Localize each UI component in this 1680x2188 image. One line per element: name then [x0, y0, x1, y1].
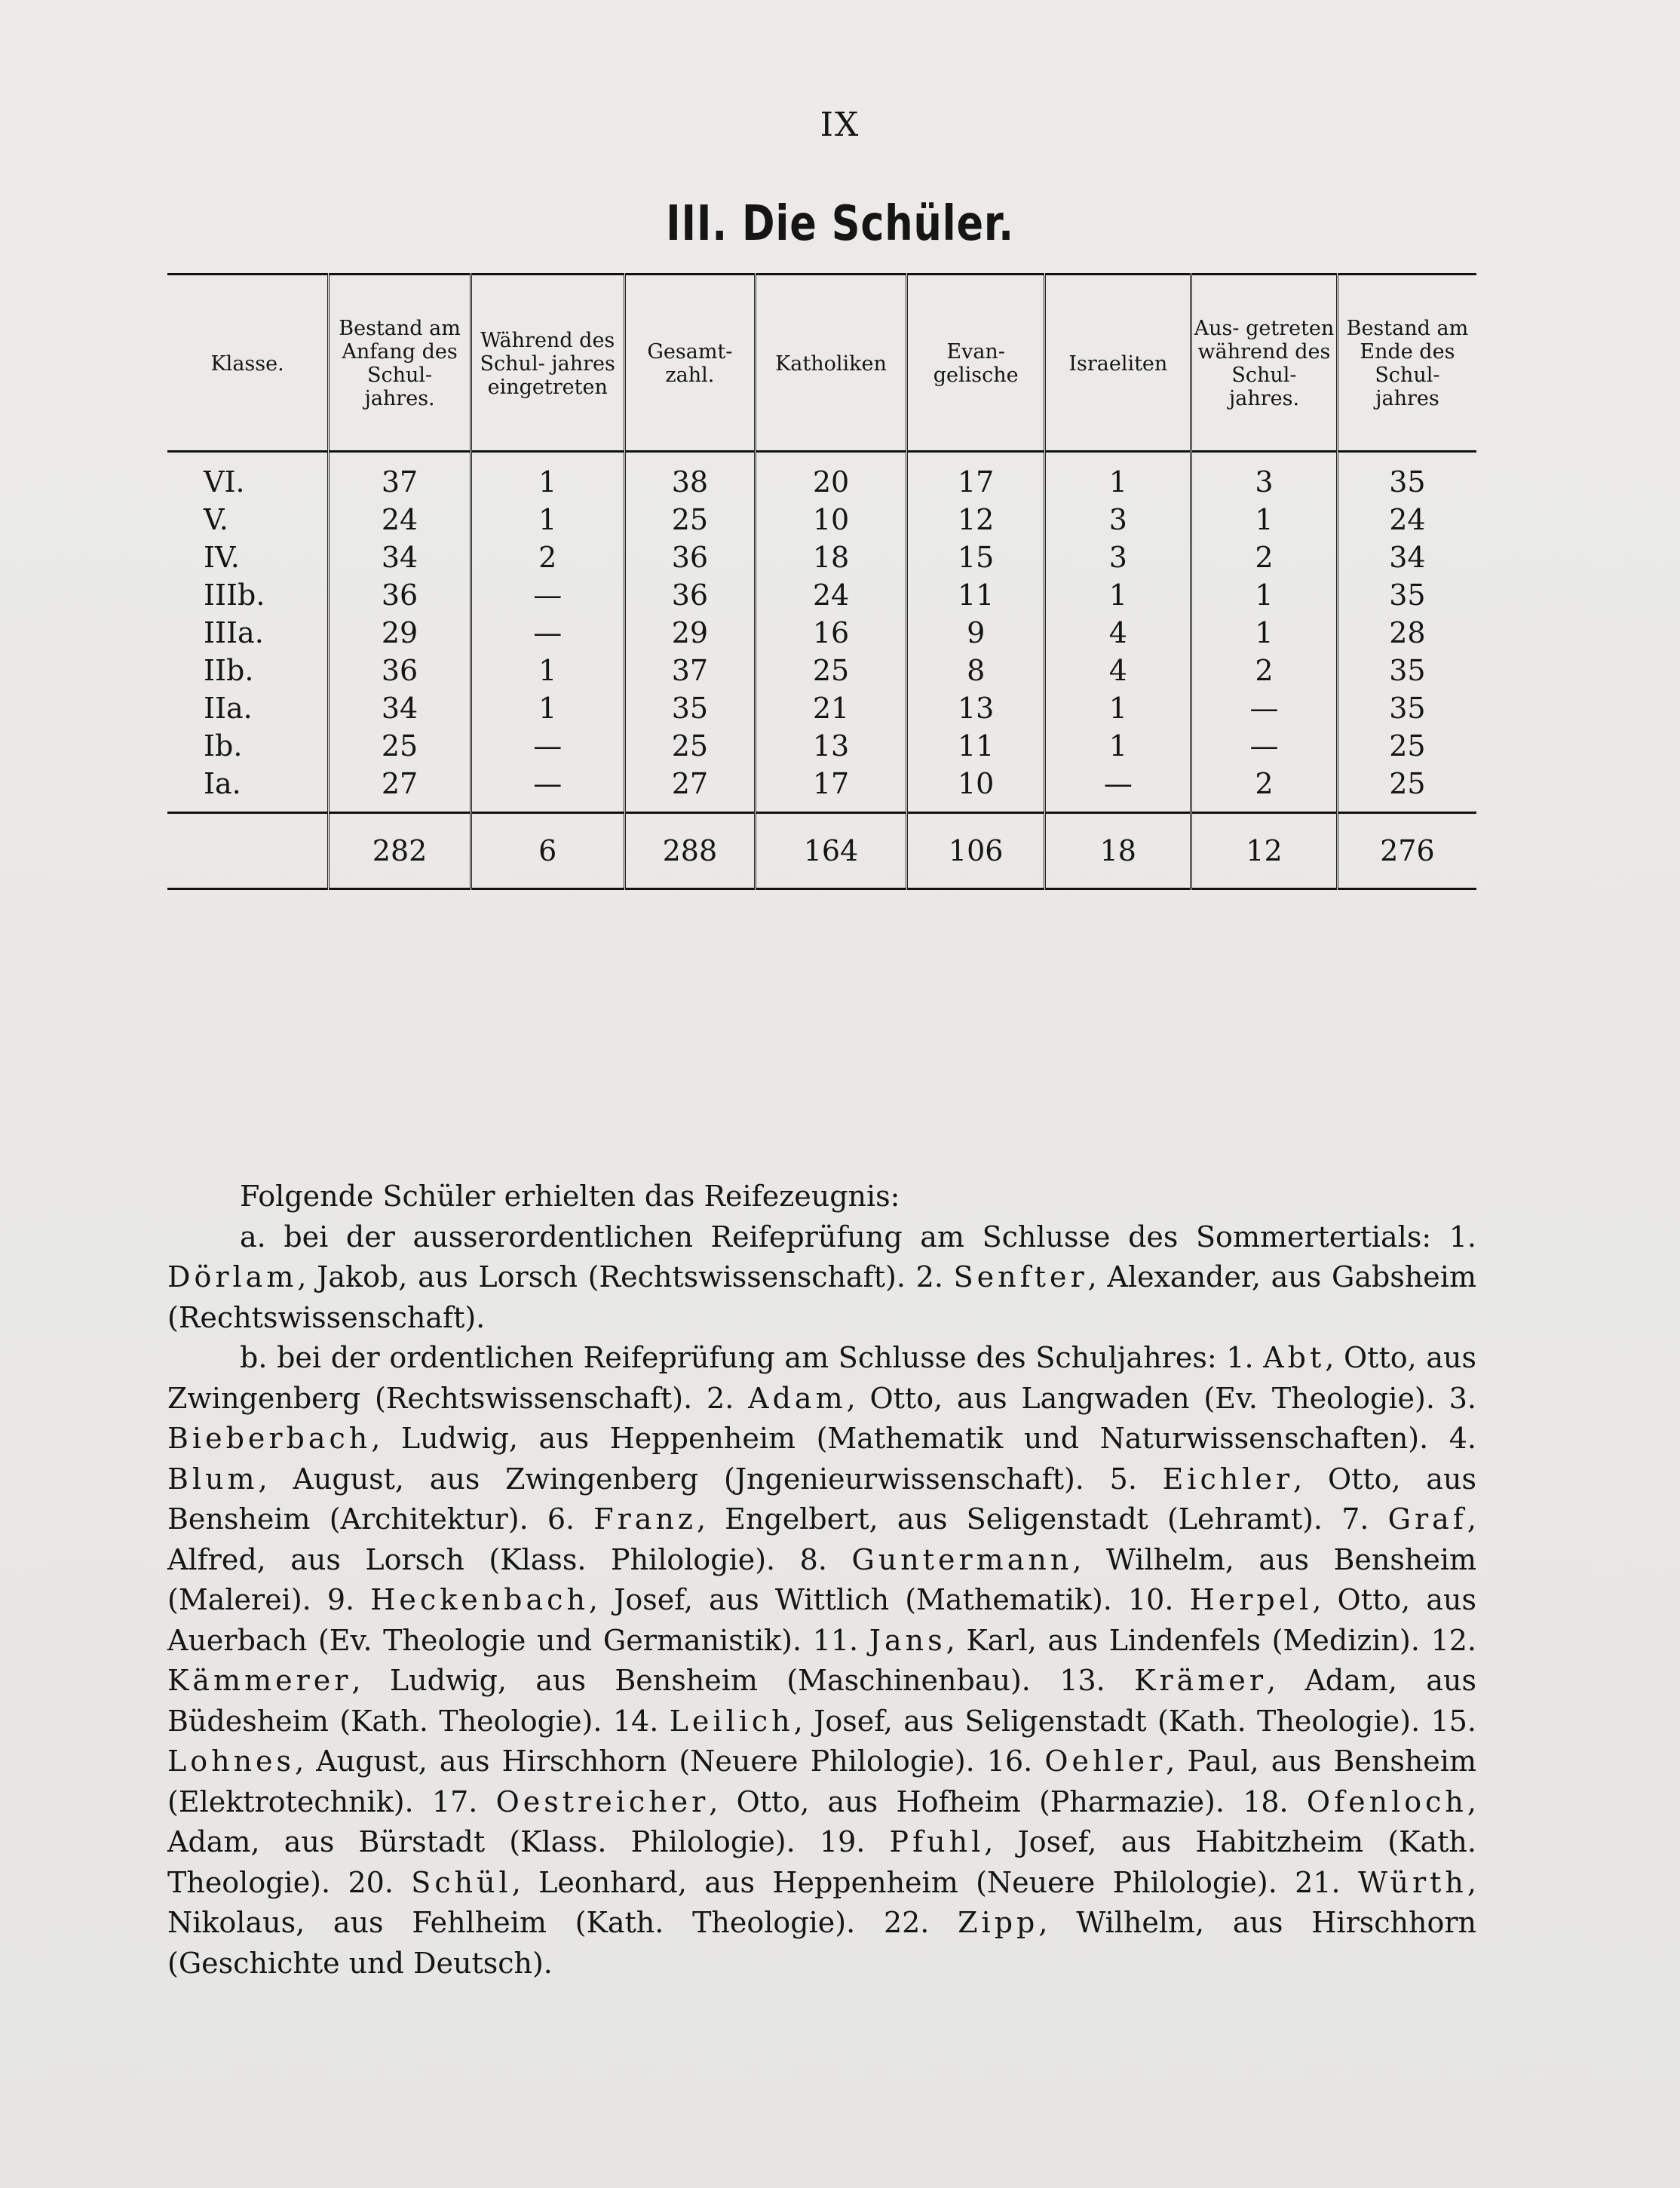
graduate-details: , Wilhelm, aus Bensheim (Malerei). [167, 1542, 1476, 1616]
graduate-details: , Alexander, aus Gabsheim (Rechtswissenschaft). [167, 1260, 1476, 1334]
column-header: Evan- gelische [906, 275, 1045, 452]
graduate-number: 22. [883, 1906, 930, 1939]
graduate-number: 21. [1295, 1865, 1341, 1899]
value-cell: 29 [624, 614, 756, 652]
value-cell: 2 [1191, 539, 1338, 576]
value-cell: 35 [624, 689, 756, 727]
class-cell: VI. [204, 465, 245, 499]
column-header: Katholiken [756, 275, 907, 452]
graduate-number: 19. [819, 1825, 866, 1858]
graduate-details: , Engelbert, aus Seligenstadt (Lehramt). [696, 1502, 1342, 1536]
class-cell: IV. [204, 541, 240, 574]
value-cell: 11 [906, 727, 1045, 765]
graduate-name: Leilich [669, 1704, 794, 1738]
graduate-name: Franz [593, 1502, 697, 1536]
value-cell: 35 [1337, 452, 1476, 502]
graduate-name: Jans [869, 1623, 946, 1657]
graduate-number: 13. [1059, 1664, 1105, 1697]
value-cell: — [471, 576, 624, 614]
value-cell: 10 [906, 765, 1045, 813]
column-header: Aus- getreten während des Schul- jahres. [1191, 275, 1338, 452]
graduate-number: 11. [812, 1623, 859, 1657]
value-cell: 21 [756, 689, 907, 727]
graduate-details: , Adam, aus Bürstadt (Klass. Philologie). [167, 1784, 1476, 1858]
graduate-number: 5. [1109, 1462, 1137, 1496]
graduate-number: 12. [1430, 1623, 1476, 1657]
value-cell: 24 [329, 501, 471, 539]
graduate-name: Oestreicher [495, 1784, 710, 1818]
graduate-details: , Paul, aus Bensheim (Elektrotechnik). [167, 1745, 1476, 1818]
graduate-details: , Ludwig, aus Bensheim (Maschinenbau). [351, 1664, 1060, 1697]
graduate-number: 20. [348, 1865, 394, 1899]
paragraph-b [167, 1338, 1476, 1984]
paragraph-a-intro: a. bei der ausserordentlichen Reifeprüfung am Schlusse des Sommertertials: [240, 1220, 1449, 1254]
graduate-entry [613, 1705, 1431, 1738]
graduate-number: 8. [799, 1542, 827, 1576]
value-cell: 1 [1191, 614, 1338, 652]
value-cell: 34 [329, 539, 471, 576]
graduate-entry [327, 1583, 1128, 1616]
value-cell: 20 [756, 452, 907, 502]
total-cell: 164 [756, 813, 907, 889]
paragraph-a [167, 1217, 1476, 1339]
column-header: Israeliten [1045, 275, 1191, 452]
graduate-number: 6. [547, 1502, 575, 1536]
graduate-details: , Otto, aus Auerbach (Ev. Theologie und Germanistik). [167, 1583, 1476, 1657]
value-cell: 2 [1191, 652, 1338, 689]
graduate-details: , August, aus Hirschhorn (Neuere Philologie). [295, 1745, 987, 1778]
graduate-entry [547, 1502, 1341, 1536]
total-cell: 106 [906, 813, 1045, 889]
total-cell: 288 [624, 813, 756, 889]
value-cell: — [1045, 765, 1191, 813]
total-cell: 6 [471, 813, 624, 889]
table-row [167, 727, 1476, 765]
class-cell: V. [204, 503, 228, 536]
value-cell: 38 [624, 452, 756, 502]
value-cell: 24 [756, 576, 907, 614]
total-cell: 282 [329, 813, 471, 889]
value-cell: 35 [1337, 652, 1476, 689]
value-cell: 16 [756, 614, 907, 652]
graduate-name: Guntermann [851, 1542, 1073, 1576]
value-cell: 11 [906, 576, 1045, 614]
graduate-name: Adam [748, 1381, 847, 1415]
graduate-details: , Josef, aus Wittlich (Mathematik). [588, 1583, 1128, 1616]
graduate-name: Bieberbach [167, 1422, 372, 1455]
value-cell: 1 [471, 501, 624, 539]
value-cell: 1 [1045, 689, 1191, 727]
graduate-name: Würth [1358, 1865, 1467, 1899]
graduate-details: , Otto, aus Langwaden (Ev. Theologie). [846, 1381, 1449, 1415]
student-statistics-table [167, 273, 1476, 890]
table-row [167, 652, 1476, 689]
graduate-details: , Karl, aus Lindenfels (Medizin). [946, 1623, 1431, 1657]
value-cell: 1 [1045, 576, 1191, 614]
value-cell: — [1191, 727, 1338, 765]
class-cell: IIIa. [204, 616, 264, 649]
value-cell: 25 [329, 727, 471, 765]
graduate-name: Oehler [1044, 1745, 1166, 1778]
graduate-name: Zipp [958, 1906, 1039, 1939]
graduate-number: 1. [1449, 1220, 1476, 1254]
value-cell: 2 [1191, 765, 1338, 813]
graduate-entry [707, 1382, 1449, 1415]
value-cell: 1 [471, 689, 624, 727]
column-header: Bestand am Anfang des Schul- jahres. [329, 275, 471, 452]
graduate-name: Heckenbach [370, 1583, 589, 1616]
value-cell: 12 [906, 501, 1045, 539]
graduate-name: Graf [1387, 1502, 1467, 1536]
total-cell: 276 [1337, 813, 1476, 889]
graduate-details: , Otto, aus Bensheim (Architektur). [167, 1462, 1476, 1536]
graduate-number: 18. [1243, 1784, 1289, 1818]
value-cell: 24 [1337, 501, 1476, 539]
graduate-number: 2. [707, 1381, 734, 1415]
value-cell: 1 [1191, 576, 1338, 614]
value-cell: 1 [1045, 452, 1191, 502]
graduate-name: Senfter [953, 1260, 1088, 1293]
table-header-row [167, 275, 1476, 452]
graduate-number: 3. [1449, 1381, 1476, 1415]
value-cell: 34 [1337, 539, 1476, 576]
value-cell: 36 [624, 576, 756, 614]
value-cell: 13 [906, 689, 1045, 727]
value-cell: — [1191, 689, 1338, 727]
graduate-details: , Josef, aus Seligenstadt (Kath. Theologie). [793, 1704, 1431, 1738]
graduate-details: , Ludwig, aus Heppenheim (Mathematik und Naturwissenschaften). [371, 1422, 1449, 1455]
paragraph-b-intro: b. bei der ordentlichen Reifeprüfung am Schlusse des Schuljahres: [240, 1341, 1227, 1374]
graduate-name: Kämmerer [167, 1664, 352, 1697]
class-cell: Ib. [204, 729, 243, 763]
graduate-details: , Adam, aus Büdesheim (Kath. Theologie). [167, 1664, 1476, 1738]
value-cell: 25 [1337, 765, 1476, 813]
graduate-name: Dörlam [167, 1260, 298, 1293]
graduate-name: Eichler [1162, 1462, 1294, 1496]
graduate-name: Abt [1263, 1341, 1326, 1374]
graduate-details: , Wilhelm, aus Hirschhorn (Geschichte und Deutsch). [167, 1906, 1476, 1980]
value-cell: 25 [756, 652, 907, 689]
class-cell: Ia. [204, 767, 241, 800]
graduate-entry [348, 1866, 1295, 1899]
graduate-details: , Alfred, aus Lorsch (Klass. Philologie). [167, 1502, 1476, 1576]
graduate-details: , August, aus Zwingenberg (Jngenieurwissenschaft). [258, 1462, 1110, 1496]
graduate-number: 15. [1430, 1704, 1476, 1738]
value-cell: 9 [906, 614, 1045, 652]
value-cell: 37 [624, 652, 756, 689]
graduate-details: , Jakob, aus Lorsch (Rechtswissenschaft). [297, 1260, 916, 1293]
graduate-number: 10. [1128, 1583, 1174, 1616]
graduate-number: 9. [326, 1583, 355, 1616]
graduate-details: , Otto, aus Zwingenberg (Rechtswissenschaft). [167, 1341, 1476, 1415]
graduate-number: 17. [431, 1784, 478, 1818]
value-cell: 10 [756, 501, 907, 539]
column-header: Klasse. [167, 275, 329, 452]
intro-paragraph: Folgende Schüler erhielten das Reifezeugnis: [240, 1180, 900, 1213]
value-cell: 3 [1045, 501, 1191, 539]
value-cell: 13 [756, 727, 907, 765]
graduate-name: Lohnes [167, 1745, 296, 1778]
table-body [167, 452, 1476, 813]
table-row [167, 539, 1476, 576]
value-cell: 37 [329, 452, 471, 502]
value-cell: 25 [624, 501, 756, 539]
value-cell: 3 [1045, 539, 1191, 576]
table-row [167, 452, 1476, 502]
value-cell: 17 [756, 765, 907, 813]
graduate-number: 7. [1341, 1502, 1369, 1536]
value-cell: 1 [1191, 501, 1338, 539]
table-row [167, 689, 1476, 727]
value-cell: — [471, 614, 624, 652]
value-cell: 8 [906, 652, 1045, 689]
value-cell: — [471, 765, 624, 813]
value-cell: 2 [471, 539, 624, 576]
value-cell: 15 [906, 539, 1045, 576]
table-row [167, 614, 1476, 652]
graduate-number: 16. [986, 1745, 1033, 1778]
value-cell: 25 [1337, 727, 1476, 765]
class-cell: IIIb. [204, 578, 265, 612]
graduate-number: 4. [1449, 1422, 1476, 1455]
graduate-details: , Leonhard, aus Heppenheim (Neuere Philologie). [511, 1865, 1295, 1899]
column-header: Gesamt- zahl. [624, 275, 756, 452]
column-header: Bestand am Ende des Schul- jahres [1337, 275, 1476, 452]
value-cell: 34 [329, 689, 471, 727]
total-cell: 12 [1191, 813, 1338, 889]
value-cell: 36 [329, 576, 471, 614]
totals-row [167, 813, 1476, 889]
graduate-number: 2. [915, 1260, 943, 1293]
value-cell: 18 [756, 539, 907, 576]
value-cell: 35 [1337, 689, 1476, 727]
value-cell: 28 [1337, 614, 1476, 652]
value-cell: 1 [471, 652, 624, 689]
value-cell: 3 [1191, 452, 1338, 502]
graduate-entry [813, 1624, 1431, 1657]
total-cell [167, 813, 329, 889]
table-row [167, 765, 1476, 813]
column-header: Während des Schul- jahres eingetreten [471, 275, 624, 452]
section-heading: III. Die Schüler. [666, 196, 1014, 252]
value-cell: 25 [624, 727, 756, 765]
class-cell: IIb. [204, 654, 254, 687]
value-cell: 36 [329, 652, 471, 689]
value-cell: 1 [471, 452, 624, 502]
value-cell: 4 [1045, 614, 1191, 652]
graduate-name: Krämer [1134, 1664, 1267, 1697]
graduate-entry [432, 1785, 1243, 1818]
value-cell: 36 [624, 539, 756, 576]
table-row [167, 576, 1476, 614]
value-cell: 29 [329, 614, 471, 652]
value-cell: — [471, 727, 624, 765]
graduate-number: 1. [1226, 1341, 1254, 1374]
graduate-number: 14. [612, 1704, 659, 1738]
graduate-name: Pfuhl [889, 1825, 985, 1858]
value-cell: 4 [1045, 652, 1191, 689]
value-cell: 27 [329, 765, 471, 813]
graduate-name: Blum [167, 1462, 259, 1496]
graduate-name: Ofenloch [1306, 1784, 1467, 1818]
graduates-text [167, 1177, 1476, 1984]
value-cell: 1 [1045, 727, 1191, 765]
graduate-name: Schül [411, 1865, 512, 1899]
graduate-name: Herpel [1189, 1583, 1313, 1616]
graduate-details: , Josef, aus Habitzheim (Kath. Theologie). [167, 1825, 1476, 1899]
table-row [167, 501, 1476, 539]
value-cell: 27 [624, 765, 756, 813]
class-cell: IIa. [204, 692, 253, 725]
value-cell: 17 [906, 452, 1045, 502]
page-number: IX [820, 106, 860, 144]
graduate-details: , Otto, aus Hofheim (Pharmazie). [709, 1784, 1243, 1818]
value-cell: 35 [1337, 576, 1476, 614]
graduate-details: , Nikolaus, aus Fehlheim (Kath. Theologie). [167, 1865, 1476, 1939]
total-cell: 18 [1045, 813, 1191, 889]
